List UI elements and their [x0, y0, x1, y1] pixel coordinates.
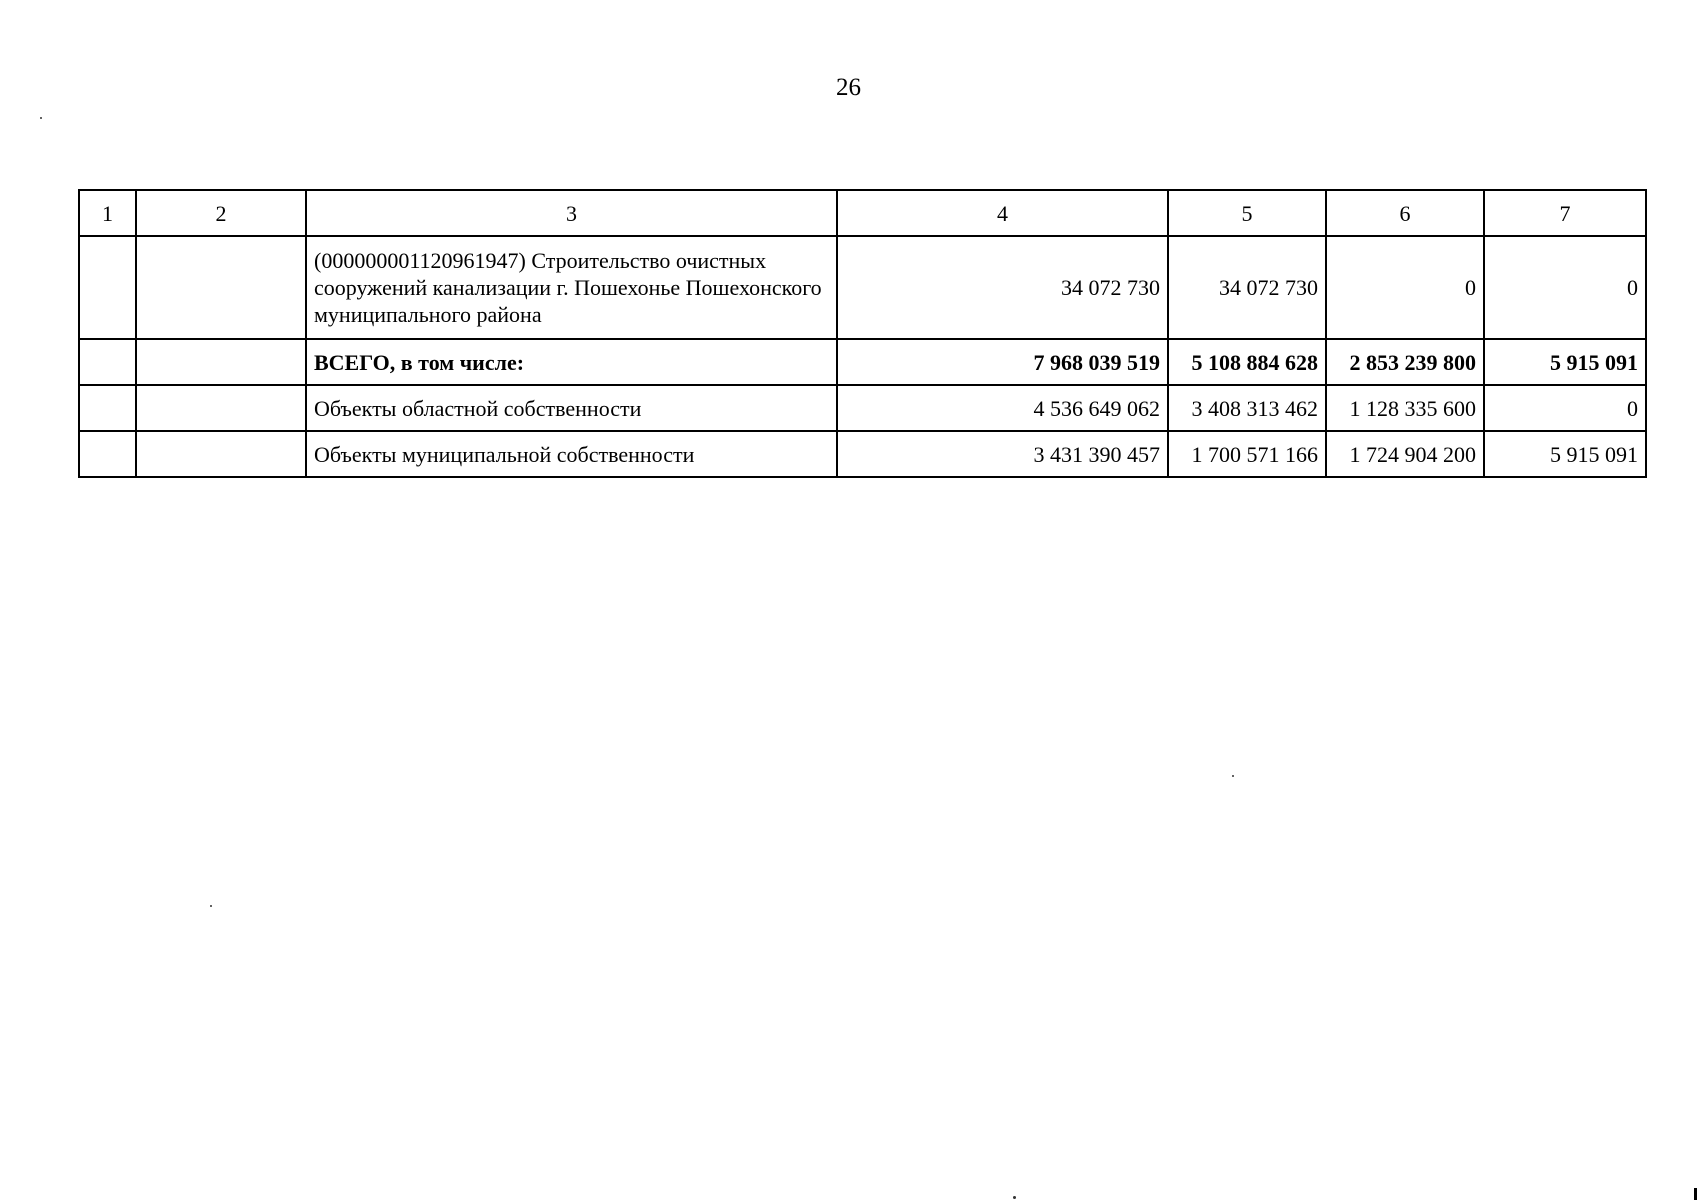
table-cell — [136, 339, 306, 385]
category-label-cell: Объекты областной собственности — [306, 385, 837, 431]
column-header: 7 — [1484, 190, 1646, 236]
value-cell: 3 408 313 462 — [1168, 385, 1326, 431]
value-cell: 3 431 390 457 — [837, 431, 1168, 477]
column-header: 3 — [306, 190, 837, 236]
value-cell: 0 — [1484, 236, 1646, 339]
table-row — [79, 431, 1646, 477]
table-cell — [79, 236, 136, 339]
value-cell: 1 724 904 200 — [1326, 431, 1484, 477]
value-cell: 0 — [1326, 236, 1484, 339]
scan-speck — [1232, 775, 1234, 777]
column-header: 2 — [136, 190, 306, 236]
value-cell: 5 915 091 — [1484, 431, 1646, 477]
total-value-cell: 7 968 039 519 — [837, 339, 1168, 385]
scan-speck — [40, 117, 42, 119]
scan-speck — [1013, 1196, 1016, 1199]
value-cell: 4 536 649 062 — [837, 385, 1168, 431]
table-header-row — [79, 190, 1646, 236]
column-header: 5 — [1168, 190, 1326, 236]
column-header: 6 — [1326, 190, 1484, 236]
value-cell: 1 700 571 166 — [1168, 431, 1326, 477]
total-value-cell: 2 853 239 800 — [1326, 339, 1484, 385]
value-cell: 1 128 335 600 — [1326, 385, 1484, 431]
category-label-cell: Объекты муниципальной собственности — [306, 431, 837, 477]
value-cell: 0 — [1484, 385, 1646, 431]
table-cell — [136, 385, 306, 431]
total-row — [79, 339, 1646, 385]
total-value-cell: 5 915 091 — [1484, 339, 1646, 385]
data-table — [78, 189, 1647, 478]
total-value-cell: 5 108 884 628 — [1168, 339, 1326, 385]
table-cell — [136, 431, 306, 477]
value-cell: 34 072 730 — [1168, 236, 1326, 339]
column-header: 1 — [79, 190, 136, 236]
table-cell — [136, 236, 306, 339]
page-number: 26 — [836, 74, 861, 101]
object-name-cell: (000000001120961947) Строительство очистных сооружений канализации г. Пошехонье Пошехонского муниципального района — [306, 236, 837, 339]
total-label-cell: ВСЕГО, в том числе: — [306, 339, 837, 385]
table-cell — [79, 431, 136, 477]
table-cell — [79, 385, 136, 431]
value-cell: 34 072 730 — [837, 236, 1168, 339]
table-cell — [79, 339, 136, 385]
column-header: 4 — [837, 190, 1168, 236]
table-row — [79, 236, 1646, 339]
scan-speck — [210, 905, 212, 907]
table-row — [79, 385, 1646, 431]
